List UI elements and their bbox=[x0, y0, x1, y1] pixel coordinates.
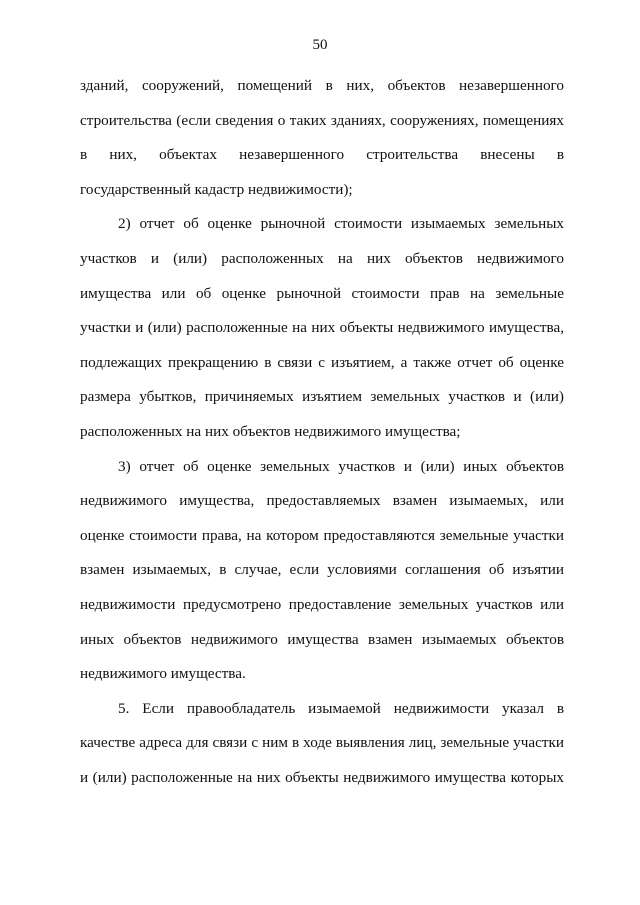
paragraph-item-2: 2) отчет об оценке рыночной стоимости изымаемых земельных участков и (или) расположенных на них объектов недвижимого имущества или об оценке рыночной стоимости прав на земельные участки и (или) расположенные на них объекты недвижимого имущества, подлежащих прекращению в связи с изъятием, а также отчет об оценке размера убытков, причиняемых изъятием земельных участков и (или) расположенных на них объектов недвижимого имущества; bbox=[80, 215, 564, 440]
paragraph-point-5: 5. Если правообладатель изымаемой недвижимости указал в качестве адреса для связи с ним в ходе выявления лиц, земельные участки и (или) расположенные на них объекты недвижимого имущества которых bbox=[80, 699, 564, 786]
paragraph-item-3: 3) отчет об оценке земельных участков и (или) иных объектов недвижимого имущества, предоставляемых взамен изымаемых, или оценке стоимости права, на котором предоставляются земельные участки взамен изымаемых, в случае, если условиями соглашения об изъятии недвижимости предусмотрено предоставление земельных участков или иных объектов недвижимого имущества взамен изымаемых объектов недвижимого имущества. bbox=[80, 457, 564, 683]
document-body bbox=[80, 69, 564, 795]
paragraph-continuation: зданий, сооружений, помещений в них, объектов незавершенного строительства (если сведения о таких зданиях, сооружениях, помещениях в них, объектах незавершенного строительства внесены в государственный кадастр недвижимости); bbox=[80, 77, 564, 198]
page-number: 50 bbox=[312, 37, 328, 53]
